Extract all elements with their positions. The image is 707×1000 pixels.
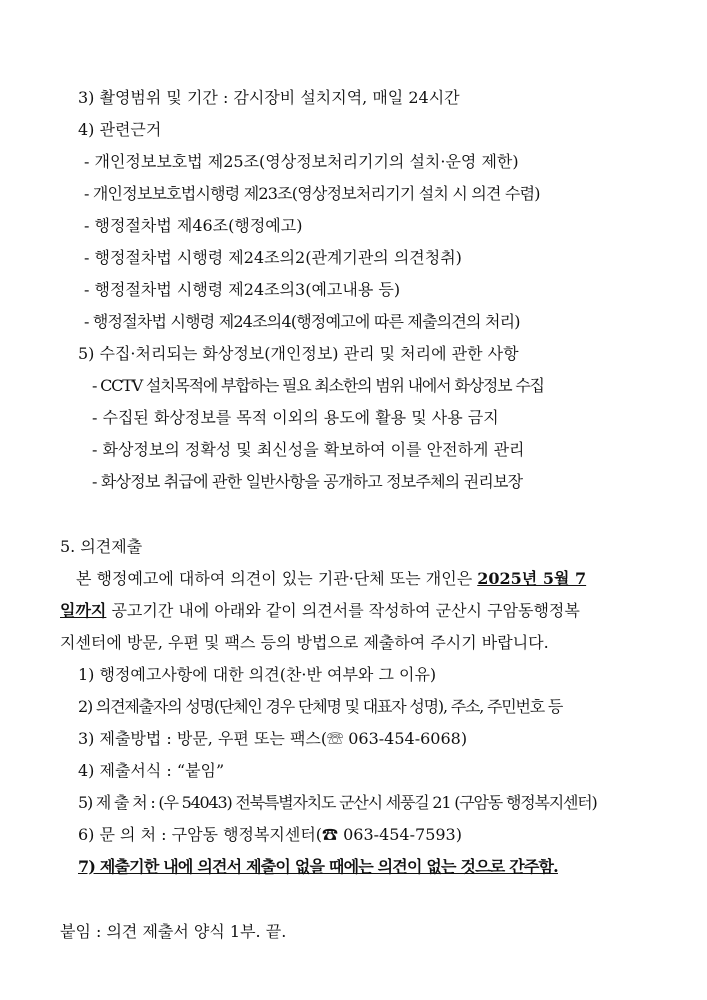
opinion-paragraph-line-3: 지센터에 방문, 우편 및 팩스 등의 방법으로 제출하여 주시기 바랍니다. [60,633,549,652]
submission-form: 4) 제출서식 : “붙임” [78,761,225,780]
submission-item: 1) 행정예고사항에 대한 의견(찬·반 여부와 그 이유) [78,665,437,684]
item-5-management: 5) 수집·처리되는 화상정보(개인정보) 관리 및 처리에 관한 사항 [78,344,519,363]
legal-basis-item: - 행정절차법 시행령 제24조의4(행정예고에 따른 제출의견의 처리) [84,312,520,331]
submission-item: 2) 의견제출자의 성명(단체인 경우 단체명 및 대표자 성명), 주소, 주민번호 등 [78,697,563,716]
paragraph-text: 공고기간 내에 아래와 같이 의견서를 작성하여 군산시 구암동행정복 [106,601,580,620]
deadline-date-cont: 일까지 [60,601,107,620]
deadline-date: 2025년 5월 7 [477,569,587,588]
management-item: - 수집된 화상정보를 목적 이외의 용도에 활용 및 사용 금지 [92,408,499,427]
attachment-line: 붙임 : 의견 제출서 양식 1부. 끝. [60,922,287,941]
item-4-legal-basis: 4) 관련근거 [78,120,162,139]
legal-basis-item: - 행정절차법 제46조(행정예고) [84,216,303,235]
management-item: - CCTV 설치목적에 부합하는 필요 최소한의 범위 내에서 화상정보 수집 [92,376,544,395]
legal-basis-item: - 행정절차법 시행령 제24조의3(예고내용 등) [84,280,401,299]
item-3-scope: 3) 촬영범위 및 기간 : 감시장비 설치지역, 매일 24시간 [78,88,460,107]
opinion-paragraph-line-1 [60,569,645,589]
management-item: - 화상정보 취급에 관한 일반사항을 공개하고 정보주체의 권리보장 [92,472,523,491]
submission-method: 3) 제출방법 : 방문, 우편 또는 팩스(☏ 063-454-6068) [78,729,468,748]
section-5-heading: 5. 의견제출 [60,537,143,556]
submission-address: 5) 제 출 처 : (우 54043) 전북특별자치도 군산시 세풍길 21 (구암동 행정복지센터) [78,793,597,812]
legal-basis-item: - 행정절차법 시행령 제24조의2(관계기관의 의견청취) [84,248,462,267]
opinion-paragraph-line-2 [60,601,645,621]
legal-basis-item: - 개인정보보호법 제25조(영상정보처리기기의 설치·운영 제한) [84,152,519,171]
management-item: - 화상정보의 정확성 및 최신성을 확보하여 이를 안전하게 관리 [92,440,525,459]
contact-info: 6) 문 의 처 : 구암동 행정복지센터(☎ 063-454-7593) [78,825,462,844]
paragraph-text: 본 행정예고에 대하여 의견이 있는 기관·단체 또는 개인은 [76,569,478,588]
deadline-notice: 7) 제출기한 내에 의견서 제출이 없을 때에는 의견이 없는 것으로 간주함. [78,857,558,876]
legal-basis-item: - 개인정보보호법시행령 제23조(영상정보처리기기 설치 시 의견 수렴) [84,184,540,203]
